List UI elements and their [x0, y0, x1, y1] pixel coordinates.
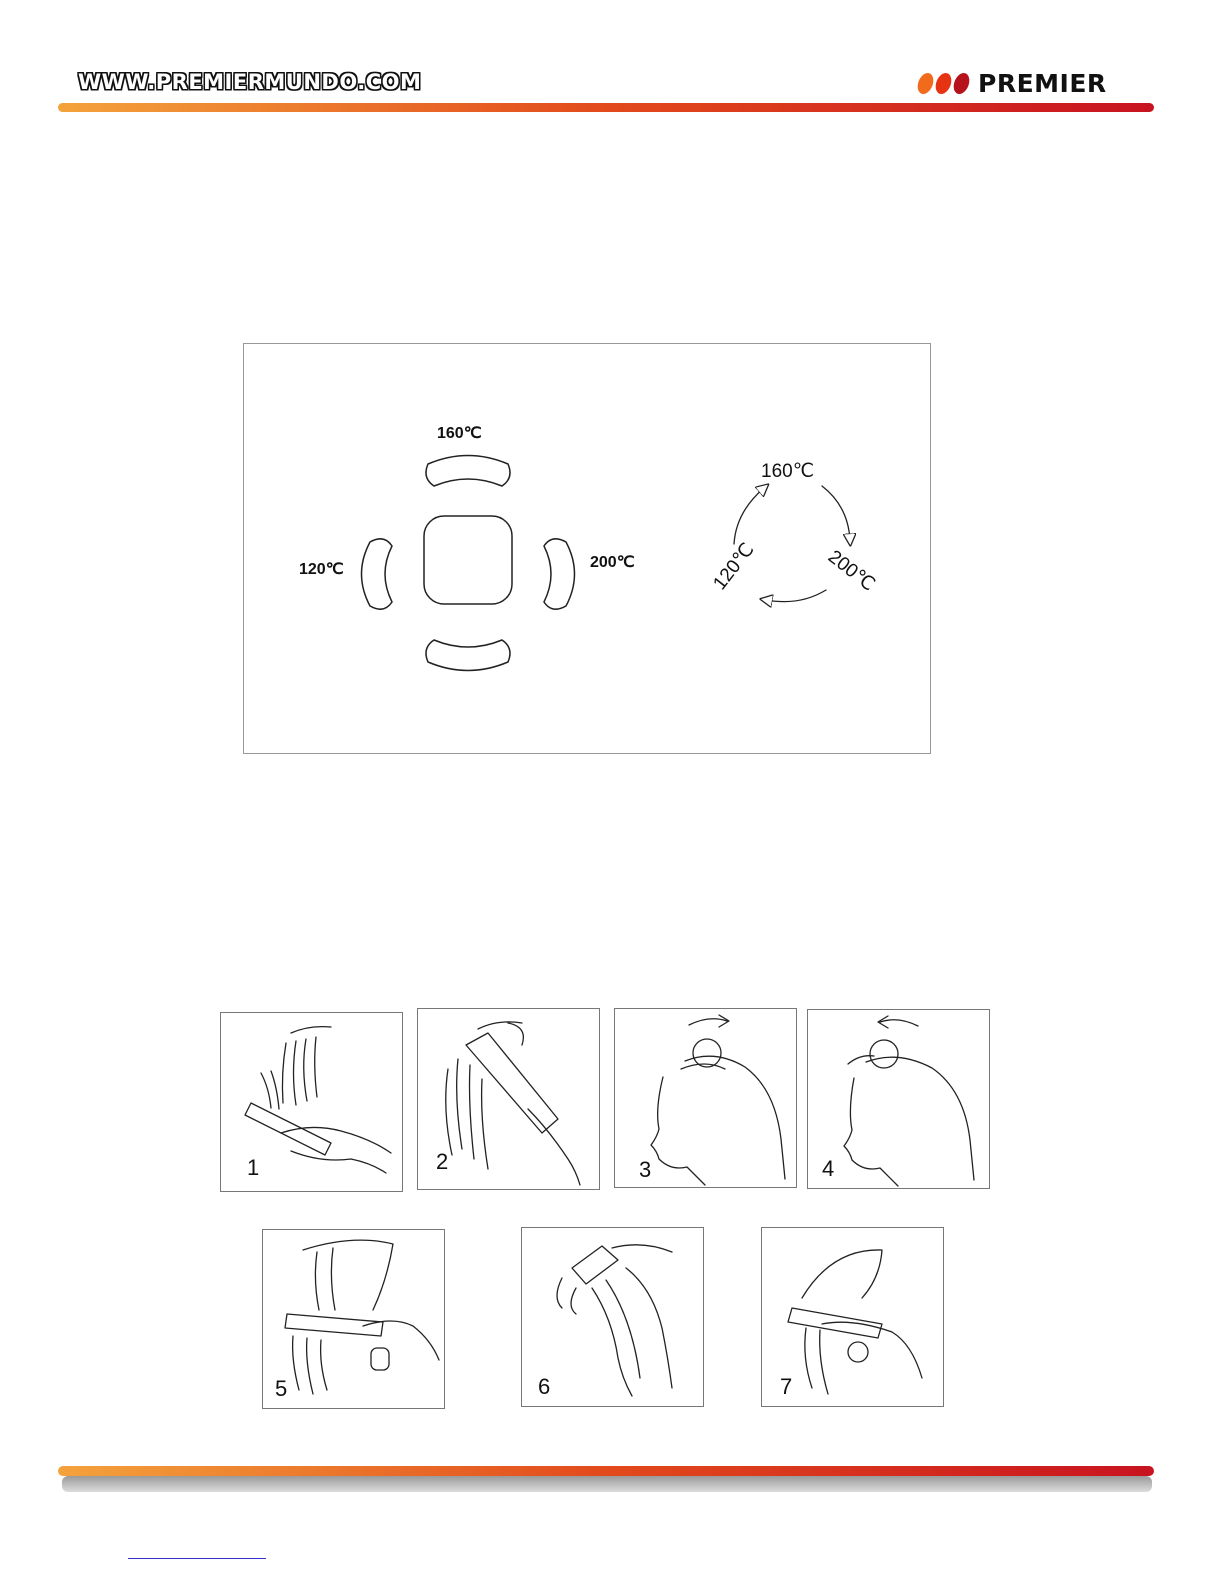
step-number: 5 — [275, 1376, 288, 1401]
footer-divider — [58, 1466, 1154, 1476]
step-number: 2 — [436, 1149, 449, 1174]
step-number: 1 — [247, 1155, 260, 1180]
button-label-200: 200℃ — [590, 554, 635, 571]
clamp-hair-section-illustration — [263, 1230, 444, 1408]
right-button-200[interactable] — [544, 539, 575, 609]
cycle-label-120: 120℃ — [709, 539, 759, 595]
center-button[interactable] — [424, 516, 512, 604]
cycle-arrow-up-icon — [734, 488, 764, 544]
step-2-panel — [417, 1008, 600, 1190]
brand-name: PREMIER — [978, 68, 1107, 98]
cycle-arrow-right-icon — [822, 486, 850, 540]
cycle-label-200: 200℃ — [823, 546, 879, 596]
step-7-panel — [761, 1227, 944, 1407]
step-6-panel — [521, 1227, 704, 1407]
site-url[interactable]: WWW.PREMIERMUNDO.COM — [78, 70, 422, 94]
footer-link-underline[interactable] — [128, 1558, 266, 1559]
step-number: 4 — [822, 1156, 835, 1181]
footer-shadow — [62, 1476, 1152, 1492]
left-button-120[interactable] — [362, 539, 393, 609]
step-5-panel — [262, 1229, 445, 1409]
cycle-arrow-left-icon — [766, 590, 826, 602]
temperature-panel — [243, 343, 931, 754]
brand-logo — [918, 66, 1107, 100]
step-4-panel — [807, 1009, 990, 1189]
step-number: 3 — [639, 1157, 652, 1182]
step-1-panel — [220, 1012, 403, 1192]
button-label-120: 120℃ — [299, 561, 344, 578]
curl-roll-backward-illustration — [808, 1010, 989, 1188]
header-divider — [58, 103, 1154, 112]
button-label-160: 160℃ — [437, 425, 482, 442]
step-number: 6 — [538, 1374, 551, 1399]
brand-dot-icon — [916, 73, 935, 94]
up-button-160[interactable] — [426, 456, 510, 487]
step-number: 7 — [780, 1374, 793, 1399]
brand-dot-icon — [952, 73, 971, 94]
brand-dot-icon — [934, 73, 953, 94]
temperature-button-cluster — [299, 425, 635, 671]
down-button[interactable] — [426, 640, 510, 671]
step-3-panel — [614, 1008, 797, 1188]
cycle-label-160: 160℃ — [761, 461, 815, 482]
temperature-cycle-diagram — [709, 461, 878, 602]
